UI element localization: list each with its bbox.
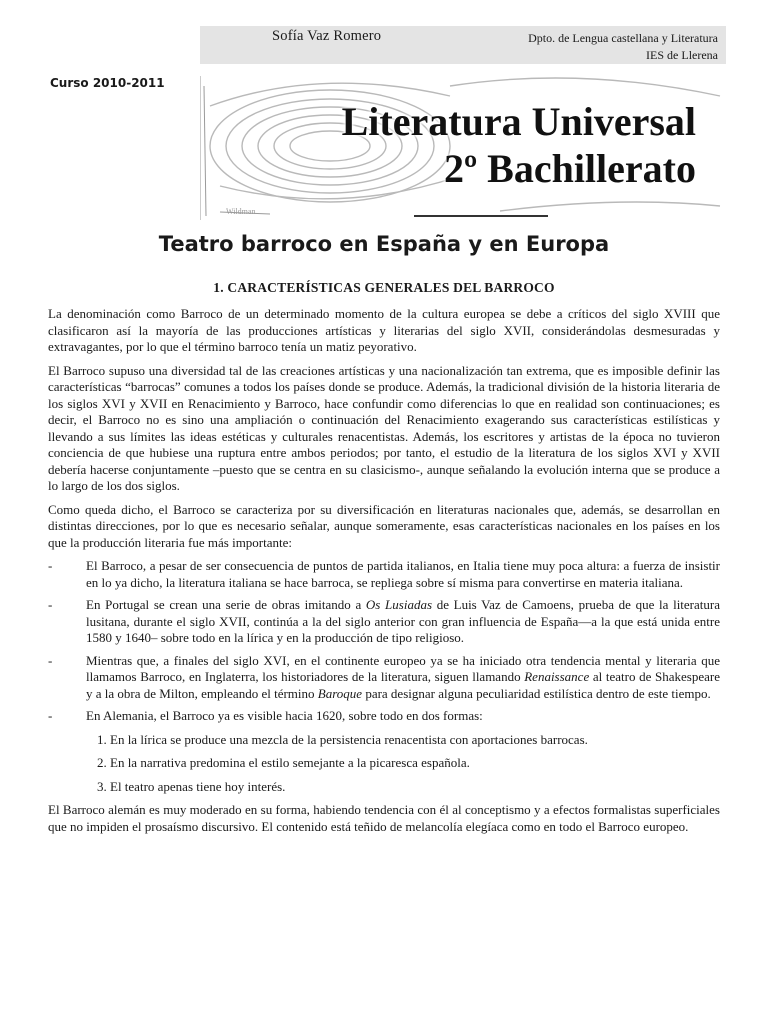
- bullet-dash: -: [48, 558, 53, 573]
- bullet-list: [48, 558, 720, 725]
- document-body: [48, 306, 720, 842]
- list-item: [48, 653, 720, 703]
- course-year: Curso 2010-2011: [50, 76, 165, 90]
- bullet-dash: -: [48, 652, 53, 668]
- bullet-dash: -: [48, 708, 53, 723]
- paragraph: El Barroco supuso una diversidad tal de las creaciones artísticas y una nacionalización tan extrema, que es imposible definir las características “barrocas” comunes a todos los países donde se produce. Además, la tradicional división de la historia literaria de los siglos XVI y XVII en Renacimiento y Barroco, hace confundir como diferencias lo que en realidad son continuaciones; es decir, el Barroco no es sino una ampliación o continuación del Renacimiento exagerando sus características estilísticas y llevando a sus límites las ideas estéticas y culturales renacentistas. Además, los escritores y artistas de la época no tuvieron conciencia de que hubiese una ruptura entre ambos periodos; por tanto, el estudio de la literatura de los siglos XVI y XVII debería hacerse conjuntamente –puesto que se centra en su clasicismo-, aunque señalando la evolución interna que se produce a lo largo de los dos siglos.: [48, 362, 720, 493]
- bullet-dash: -: [48, 597, 53, 612]
- department-info: [528, 30, 718, 64]
- list-item-text: para designar alguna peculiaridad estilística dentro de este tiempo.: [362, 685, 711, 701]
- header-subtitle: 2º Bachillerato: [443, 146, 696, 191]
- list-item-text: de Luis Vaz de Camoens, prueba de que la literatura lusitana, durante el siglo XVII, continúa a la del siglo anterior con gran influencia de España—a la que está unida entre 1580 y 1640– sobre todo en la lírica y en la producción de tipo religioso.: [86, 597, 720, 645]
- svg-text:Wildman: Wildman: [226, 207, 256, 216]
- author-name: Sofía Vaz Romero: [272, 28, 382, 44]
- list-item-text: El Barroco, a pesar de ser consecuencia de puntos de partida italianos, en Italia tiene muy poca altura: a fuerza de insistir en lo ya dicho, la literatura italiana se hace barroca, se repliega sobre sí misma para convertirse en materia italiana.: [86, 558, 720, 590]
- italic-term: Baroque: [317, 685, 363, 701]
- header-title: Literatura Universal: [341, 99, 696, 144]
- italic-term: Renaissance: [524, 669, 590, 684]
- paragraph: Como queda dicho, el Barroco se caracteriza por su diversificación en literaturas nacionales que, además, se desarrollan en distintas direcciones, por lo que es necesario señalar, aunque someramente, esas características nacionales en los países en los que la producción literaria fue más importante:: [48, 501, 720, 550]
- list-item: [48, 597, 720, 647]
- school-line: IES de Llerena: [646, 48, 718, 62]
- numbered-item: 2. En la narrativa predomina el estilo semejante a la picaresca española.: [97, 755, 470, 770]
- paragraph: La denominación como Barroco de un determinado momento de la cultura europea se debe a críticos del siglo XVIII que clasificaron así la mayoría de las producciones artísticas y literarias del siglo XVII, considerándolas desmesuradas y extravagantes, por lo que el término barroco tenía un matiz peyorativo.: [48, 306, 720, 354]
- section-title: 1. CARACTERÍSTICAS GENERALES DEL BARROCO: [213, 280, 555, 295]
- list-item: [48, 708, 720, 725]
- numbered-item: 1. En la lírica se produce una mezcla de la persistencia renacentista con aportaciones barrocas.: [97, 731, 588, 747]
- list-item-text: En Alemania, el Barroco ya es visible hacia 1620, sobre todo en dos formas:: [86, 708, 483, 723]
- paragraph: El Barroco alemán es muy moderado en su forma, habiendo tendencia con él al conceptismo y a efectos formalistas superficiales que no impiden el prosaísmo discursivo. El contenido está teñido de melancolía elegíaca como en todo el Barroco europeo.: [48, 802, 720, 834]
- numbered-list: [48, 732, 720, 796]
- italic-work-title: Os Lusiadas: [365, 597, 433, 612]
- list-item-text: al teatro de Shakespeare y a la obra de Milton, empleando el término: [86, 669, 720, 701]
- department-line: Dpto. de Lengua castellana y Literatura: [528, 31, 718, 45]
- divider-rule: [414, 215, 548, 217]
- document-title: Teatro barroco en España y en Europa: [158, 232, 610, 256]
- list-item-text: En Portugal se crean una serie de obras imitando a: [86, 597, 366, 612]
- list-item-text: Mientras que, a finales del siglo XVI, en el continente europeo ya se ha iniciado otra tendencia mental y literaria que llamamos Barroco, en Inglaterra, los historiadores de la literatura, siguen llamando: [86, 652, 720, 684]
- numbered-item: 3. El teatro apenas tiene hoy interés.: [97, 778, 286, 794]
- list-item: [48, 558, 720, 591]
